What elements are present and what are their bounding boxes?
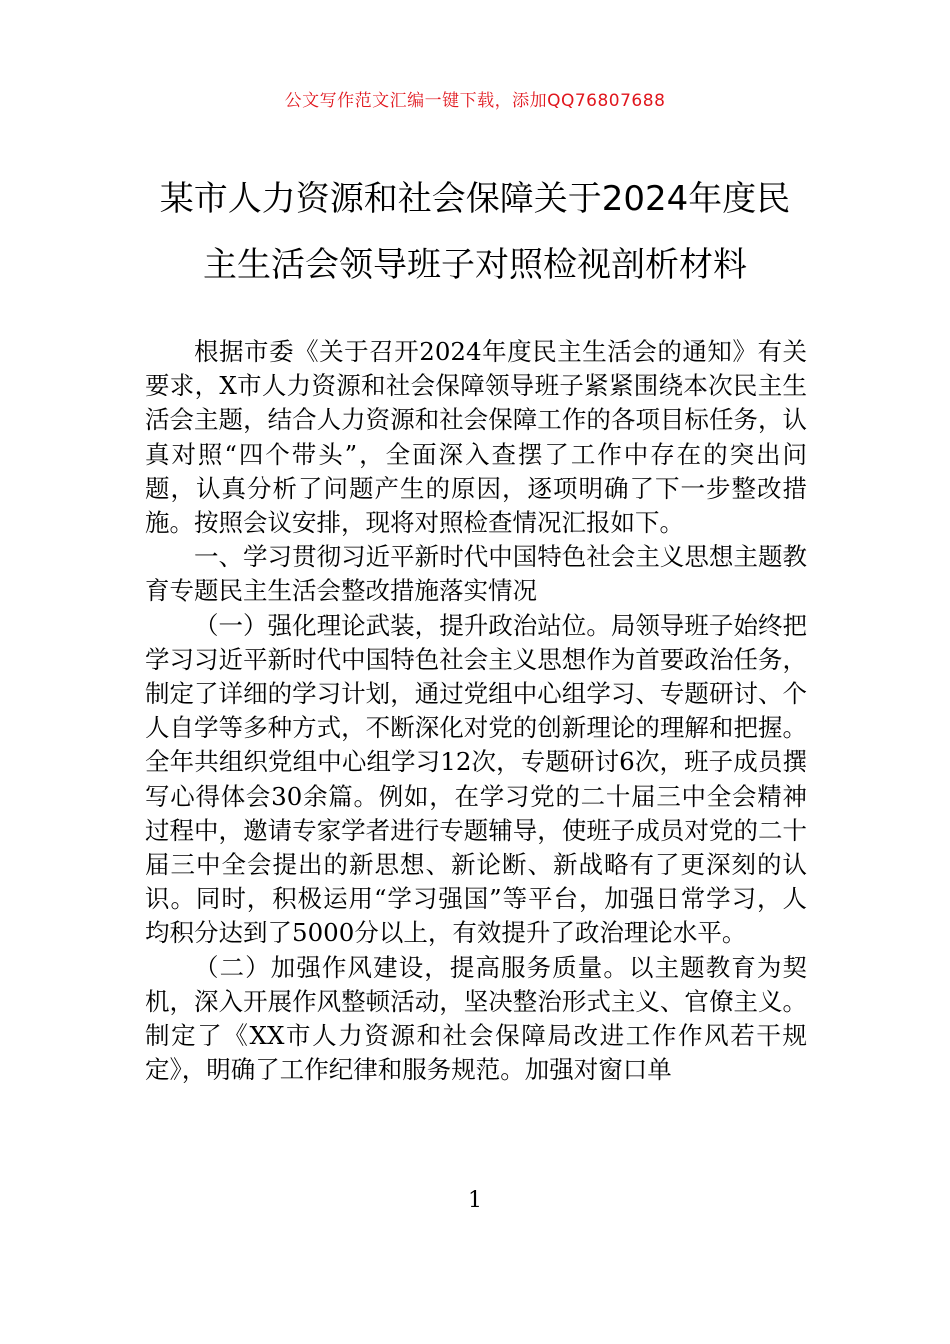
intro-paragraph: 根据市委《关于召开2024年度民主生活会的通知》有关要求，X市人力资源和社会保障领导班子紧紧围绕本次民主生活会主题，结合人力资源和社会保障工作的各项目标任务，认真对照“四个带头”，全面深入查摆了工作中存在的突出问题，认真分析了问题产生的原因，逐项明确了下一步整改措施。按照会议安排，现将对照检查情况汇报如下。 (145, 337, 807, 538)
section-heading-1: 一、学习贯彻习近平新时代中国特色社会主义思想主题教育专题民主生活会整改措施落实情况 (145, 542, 807, 606)
download-promo-note: 公文写作范文汇编一键下载，添加QQ76807688 (284, 91, 666, 111)
document-title-line-1: 某市人力资源和社会保障关于2024年度民 (159, 179, 791, 219)
subsection-paragraph-2: （二）加强作风建设，提高服务质量。以主题教育为契机，深入开展作风整顿活动，坚决整治形式主义、官僚主义。制定了《XX市人力资源和社会保障局改进工作作风若干规定》，明确了工作纪律和服务规范。加强对窗口单 (145, 952, 807, 1085)
page-number: 1 (468, 1188, 482, 1213)
document-title-line-2: 主生活会领导班子对照检视剖析材料 (203, 245, 747, 285)
document-title (120, 166, 830, 298)
subsection-paragraph-1: （一）强化理论武装，提升政治站位。局领导班子始终把学习习近平新时代中国特色社会主义思想作为首要政治任务，制定了详细的学习计划，通过党组中心组学习、专题研讨、个人自学等多种方式，不断深化对党的创新理论的理解和把握。全年共组织党组中心组学习12次，专题研讨6次，班子成员撰写心得体会30余篇。例如，在学习党的二十届三中全会精神过程中，邀请专家学者进行专题辅导，使班子成员对党的二十届三中全会提出的新思想、新论断、新战略有了更深刻的认识。同时，积极运用“学习强国”等平台，加强日常学习，人均积分达到了5000分以上，有效提升了政治理论水平。 (145, 610, 807, 948)
document-body (145, 335, 807, 1087)
